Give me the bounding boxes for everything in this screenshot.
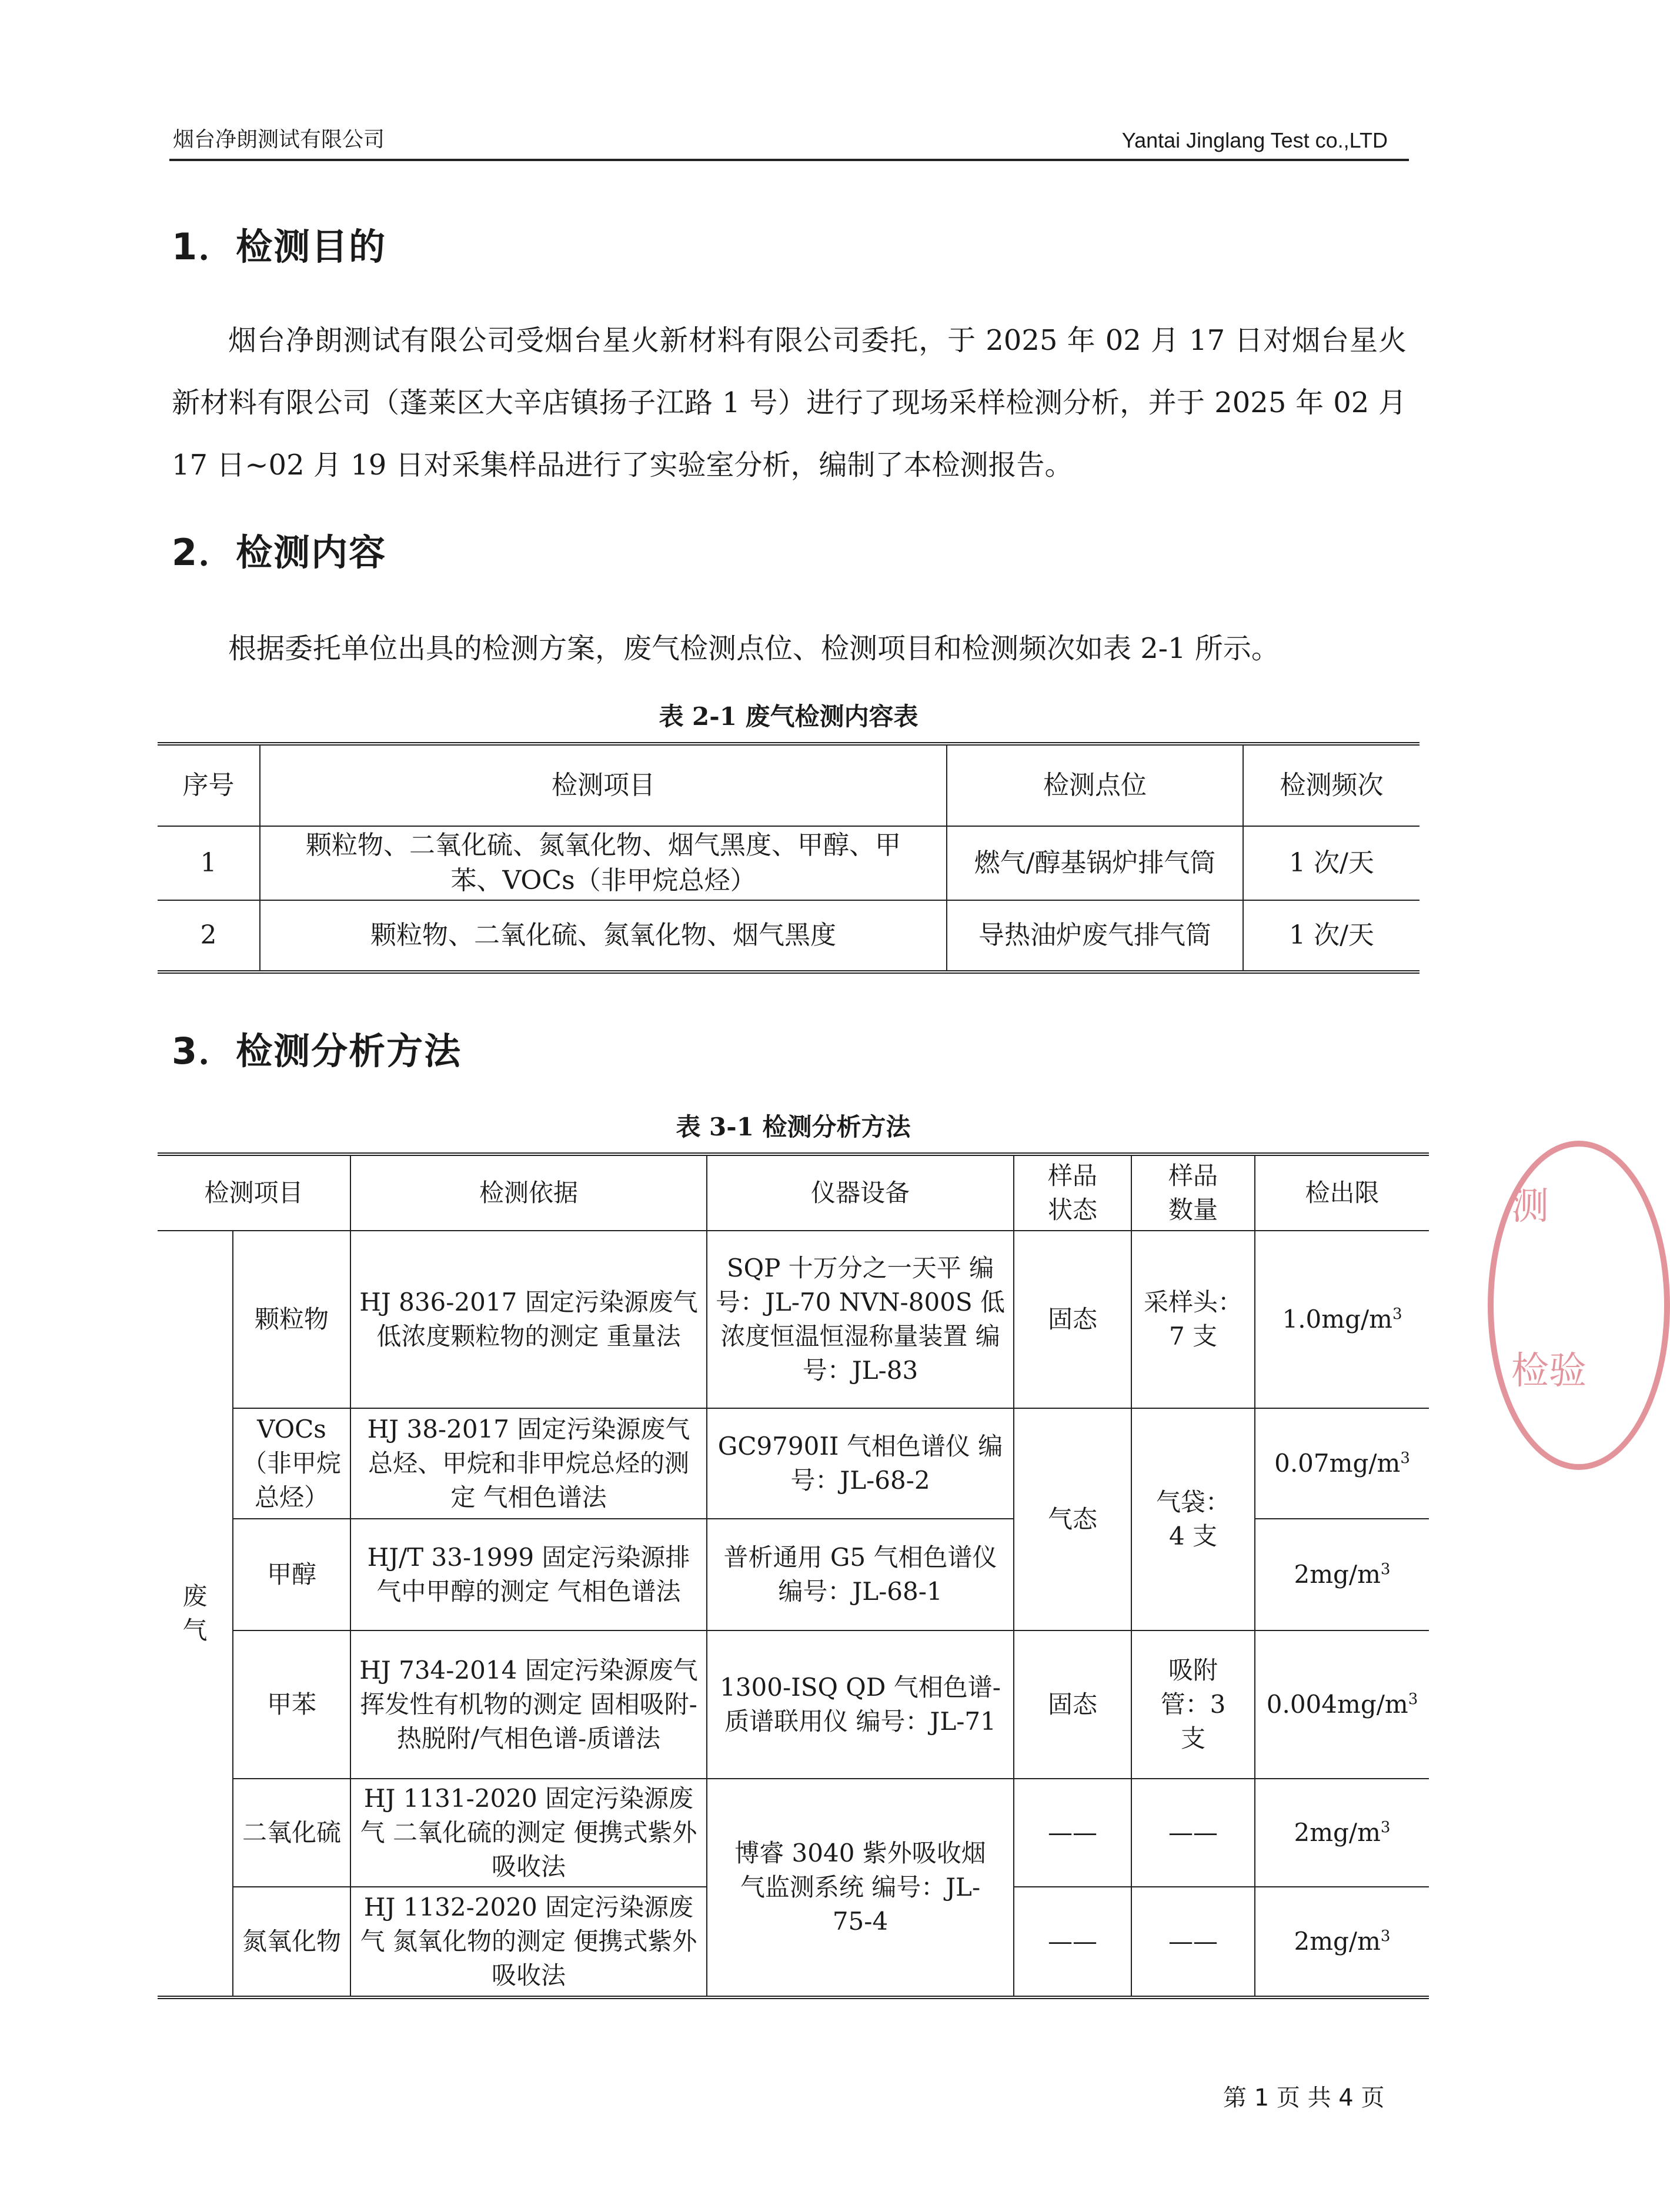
method-item: 甲醇 (233, 1519, 350, 1630)
table2-header: 样品状态 (1014, 1154, 1131, 1231)
table-row (158, 900, 1420, 972)
page-number: 第 1 页 共 4 页 (1223, 2084, 1385, 2111)
method-qty: 吸附管：3 支 (1131, 1630, 1255, 1779)
purpose-paragraph: 烟台净朗测试有限公司受烟台星火新材料有限公司委托，于 2025 年 02 月 17 日对烟台星火新材料有限公司（蓬莱区大辛店镇扬子江路 1 号）进行了现场采样检测分析，并于 2025 年 02 月 17 日~02 月 19 日对采集样品进行了实验室分析，编制了本检测报告。 (172, 324, 1407, 482)
table2-header: 仪器设备 (707, 1154, 1014, 1231)
method-limit: $2mg/m^3$ (1255, 1887, 1429, 1997)
table1-header: 序号 (158, 744, 260, 826)
method-basis: HJ 836-2017 固定污染源废气 低浓度颗粒物的测定 重量法 (350, 1231, 707, 1408)
method-equipment: 1300-ISQ QD 气相色谱-质谱联用仪 编号：JL-71 (707, 1630, 1014, 1779)
company-name-en: Yantai Jinglang Test co.,LTD (1121, 128, 1388, 152)
method-item: VOCs（非甲烷总烃） (233, 1408, 350, 1519)
category-cell: 废气 (158, 1231, 233, 1997)
table1-header: 检测频次 (1243, 744, 1420, 826)
table2-header: 样品数量 (1131, 1154, 1255, 1231)
method-limit: $2mg/m^3$ (1255, 1519, 1429, 1630)
method-state: —— (1014, 1779, 1131, 1887)
method-item: 甲苯 (233, 1630, 350, 1779)
method-qty: —— (1131, 1779, 1255, 1887)
row-item: 颗粒物、二氧化硫、氮氧化物、烟气黑度 (260, 900, 947, 972)
table-row (158, 1408, 1429, 1519)
method-basis: HJ 1131-2020 固定污染源废气 二氧化硫的测定 便携式紫外吸收法 (350, 1779, 707, 1887)
table-row (158, 1231, 1429, 1408)
page-header (169, 123, 1409, 161)
section-title-content: 2．检测内容 (172, 531, 387, 574)
method-item: 二氧化硫 (233, 1779, 350, 1887)
table1-header: 检测项目 (260, 744, 947, 826)
table2-header: 检测项目 (158, 1154, 350, 1231)
method-state: 固态 (1014, 1231, 1131, 1408)
method-item: 颗粒物 (233, 1231, 350, 1408)
method-state: 气态 (1014, 1408, 1131, 1630)
method-item: 氮氧化物 (233, 1887, 350, 1997)
method-basis: HJ/T 33-1999 固定污染源排气中甲醇的测定 气相色谱法 (350, 1519, 707, 1630)
method-limit: $0.004mg/m^3$ (1255, 1630, 1429, 1779)
analysis-method-table (158, 1152, 1429, 1999)
detection-content-table (158, 742, 1420, 974)
section-title-methods: 3．检测分析方法 (172, 1030, 462, 1072)
inspection-seal (1488, 1141, 1670, 1470)
table-row (158, 826, 1420, 900)
method-basis: HJ 734-2014 固定污染源废气 挥发性有机物的测定 固相吸附-热脱附/气相色谱-质谱法 (350, 1630, 707, 1779)
method-state: —— (1014, 1887, 1131, 1997)
method-equipment: 博睿 3040 紫外吸收烟气监测系统 编号：JL-75-4 (707, 1779, 1014, 1997)
method-equipment: 普析通用 G5 气相色谱仪 编号：JL-68-1 (707, 1519, 1014, 1630)
method-equipment: SQP 十万分之一天平 编号：JL-70 NVN-800S 低浓度恒温恒湿称量装置 编号：JL-83 (707, 1231, 1014, 1408)
row-no: 1 (158, 826, 260, 900)
row-item: 颗粒物、二氧化硫、氮氧化物、烟气黑度、甲醇、甲苯、VOCs（非甲烷总烃） (260, 826, 947, 900)
table-row (158, 1630, 1429, 1779)
method-qty: —— (1131, 1887, 1255, 1997)
row-point: 燃气/醇基锅炉排气筒 (947, 826, 1243, 900)
method-basis: HJ 38-2017 固定污染源废气总烃、甲烷和非甲烷总烃的测定 气相色谱法 (350, 1408, 707, 1519)
table1-header: 检测点位 (947, 744, 1243, 826)
row-no: 2 (158, 900, 260, 972)
method-limit: $1.0mg/m^3$ (1255, 1231, 1429, 1408)
row-freq: 1 次/天 (1243, 900, 1420, 972)
method-state: 固态 (1014, 1630, 1131, 1779)
content-paragraph: 根据委托单位出具的检测方案，废气检测点位、检测项目和检测频次如表 2-1 所示。 (228, 632, 1280, 665)
table2-caption: 表 3-1 检测分析方法 (676, 1112, 911, 1141)
table2-header: 检出限 (1255, 1154, 1429, 1231)
method-equipment: GC9790II 气相色谱仪 编号：JL-68-2 (707, 1408, 1014, 1519)
section-title-purpose: 1．检测目的 (172, 225, 387, 268)
method-limit: $2mg/m^3$ (1255, 1779, 1429, 1887)
row-freq: 1 次/天 (1243, 826, 1420, 900)
row-point: 导热油炉废气排气筒 (947, 900, 1243, 972)
method-limit: $0.07mg/m^3$ (1255, 1408, 1429, 1519)
method-qty: 气袋：4 支 (1131, 1408, 1255, 1630)
table1-caption: 表 2-1 废气检测内容表 (659, 702, 918, 731)
method-qty: 采样头：7 支 (1131, 1231, 1255, 1408)
method-basis: HJ 1132-2020 固定污染源废气 氮氧化物的测定 便携式紫外吸收法 (350, 1887, 707, 1997)
company-name-cn: 烟台净朗测试有限公司 (173, 128, 385, 152)
seal-text: 测 (1511, 1185, 1549, 1228)
table2-header: 检测依据 (350, 1154, 707, 1231)
table-row (158, 1779, 1429, 1887)
seal-text: 检验 (1511, 1349, 1586, 1393)
